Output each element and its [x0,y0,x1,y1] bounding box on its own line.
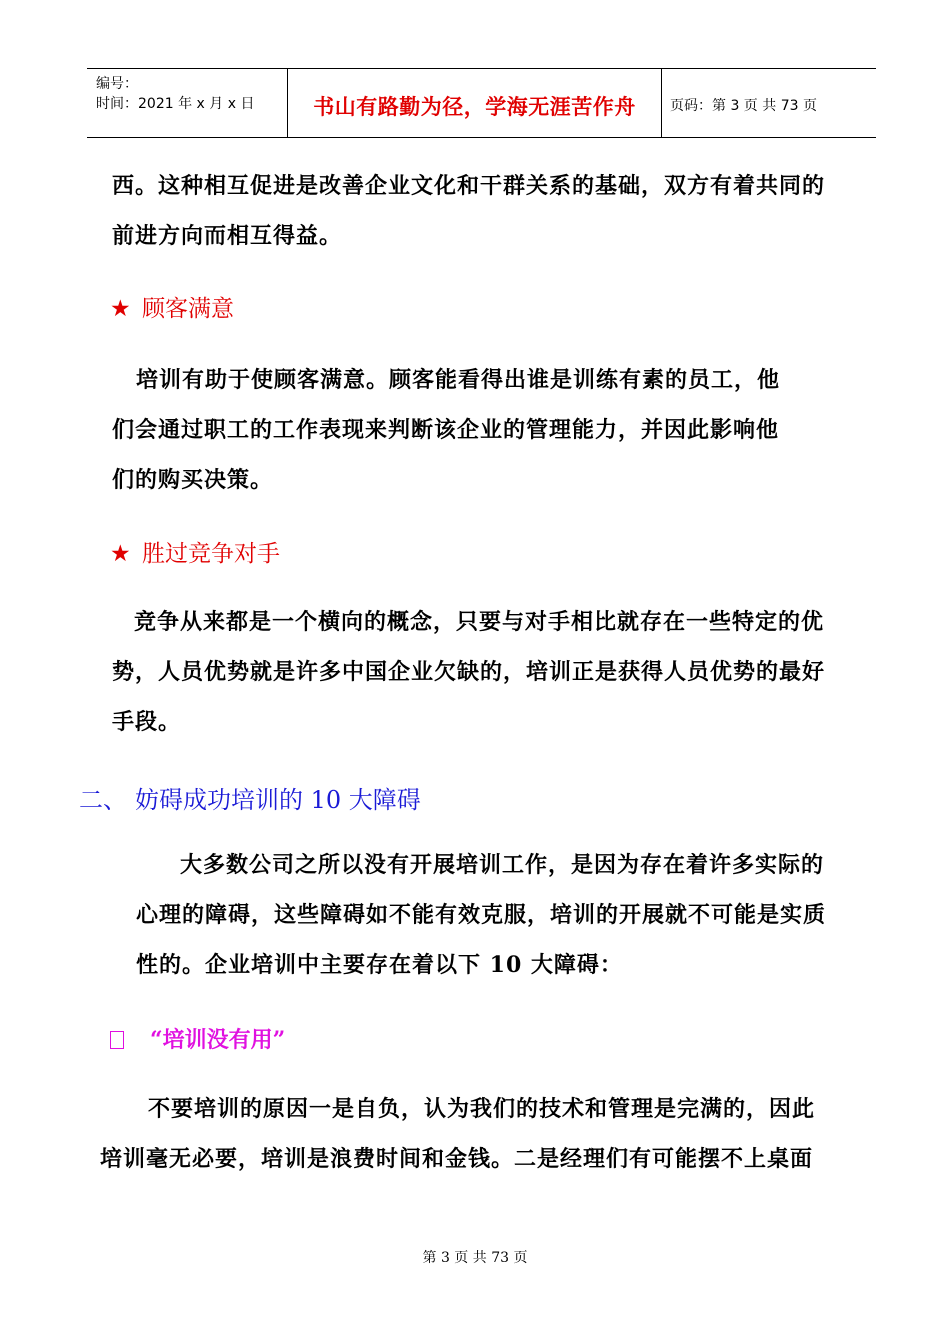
header-motto: 书山有路勤为径，学海无涯苦作舟 [313,95,636,119]
paragraph-obstacle-one-line-2: 培训毫无必要，培训是浪费时间和金钱。二是经理们有可能摆不上桌面 [100,1146,814,1172]
star-icon: ★ [110,541,131,567]
paragraph-compete-line-1: 竞争从来都是一个横向的概念，只要与对手相比就存在一些特定的优 [134,609,825,635]
paragraph-compete-line-2: 势，人员优势就是许多中国企业欠缺的，培训正是获得人员优势的最好 [112,659,826,685]
paragraph-compete-line-3: 手段。 [112,709,182,735]
star-icon: ★ [110,296,131,322]
chapter-two-heading [79,780,421,815]
header-table [87,68,876,138]
paragraph-customer-line-3: 们的购买决策。 [112,467,274,493]
heading-customer-satisfaction [110,290,234,323]
paragraph-customer-line-1: 培训有助于使顾客满意。顾客能看得出谁是训练有素的员工，他 [136,367,781,393]
obstacle-one-heading [110,1023,285,1054]
page-footer: 第 3 页 共 73 页 [422,1250,528,1266]
paragraph-chapter-two-line-2: 心理的障碍，这些障碍如不能有效克服，培训的开展就不可能是实质 [136,902,827,928]
chapter-two-title: 妨碍成功培训的 10 大障碍 [135,786,421,814]
paragraph-intro-line-1: 西。这种相互促进是改善企业文化和干群关系的基础，双方有着共同的 [112,173,826,199]
header-page-info: 页码：第 3 页 共 73 页 [670,98,817,114]
document-time-label: 时间：2021 年 x 月 x 日 [96,96,255,112]
header-meta-cell [87,69,287,137]
header-page-cell [661,69,876,137]
heading-customer-title: 顾客满意 [142,296,234,322]
heading-beat-competitors [110,535,280,568]
paragraph-chapter-two-line-3: 性的。企业培训中主要存在着以下 10 大障碍： [136,952,623,978]
paragraph-chapter-two-line-1: 大多数公司之所以没有开展培训工作，是因为存在着许多实际的 [180,852,825,878]
paragraph-intro-line-2: 前进方向而相互得益。 [112,223,343,249]
paragraph-customer-line-2: 们会通过职工的工作表现来判断该企业的管理能力，并因此影响他 [112,417,780,443]
heading-compete-title: 胜过竞争对手 [142,541,280,567]
obstacle-one-title: “培训没有用” [150,1027,286,1053]
document-number-label: 编号： [96,76,138,92]
header-motto-cell [287,69,662,137]
chapter-two-number: 二、 [79,786,127,814]
paragraph-obstacle-one-line-1: 不要培训的原因一是自负，认为我们的技术和管理是完满的，因此 [148,1096,816,1122]
checkbox-bullet-icon [110,1031,124,1049]
